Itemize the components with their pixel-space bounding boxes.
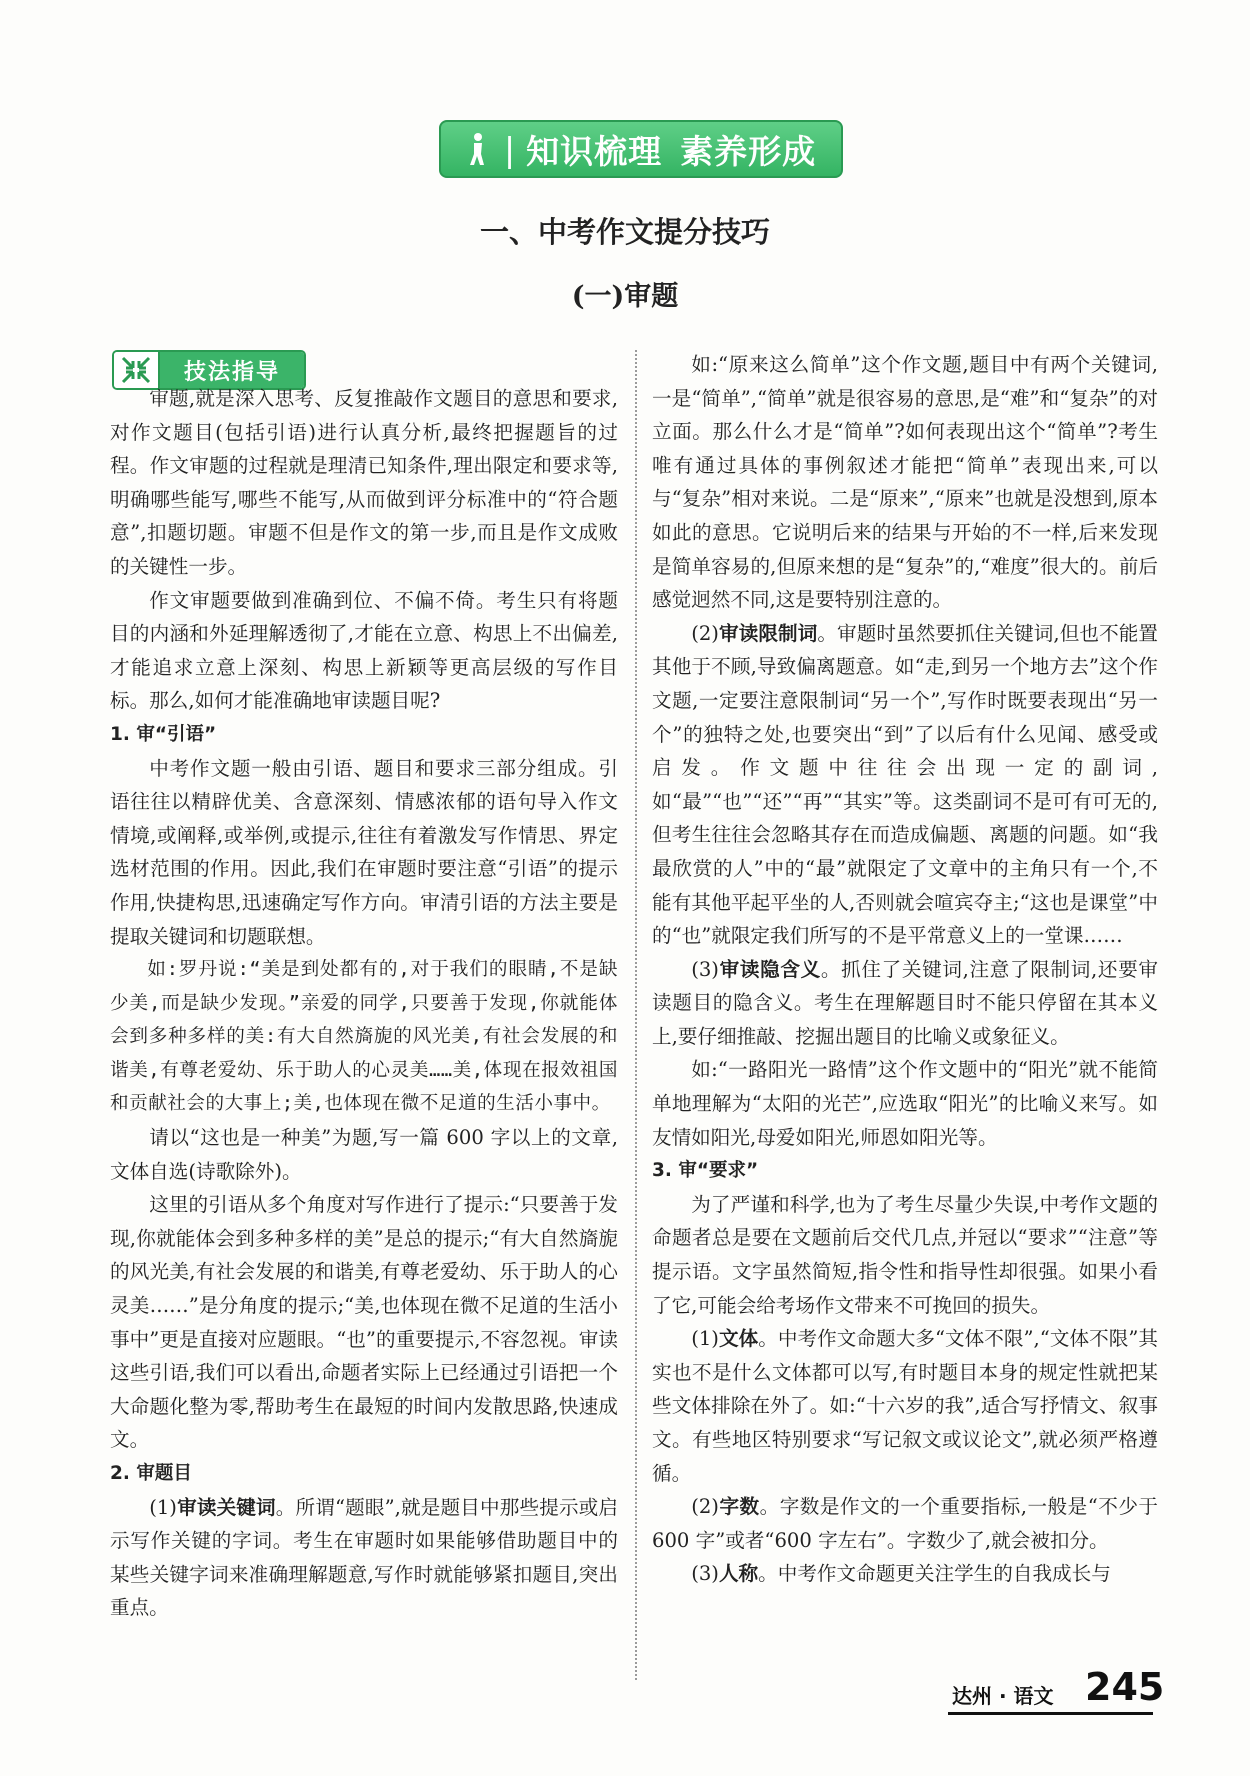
keyword: 审读限制词: [718, 621, 818, 645]
banner-subtitle: 素养形成: [680, 131, 817, 171]
footer-label: 达州 · 语文: [952, 1684, 1054, 1708]
paragraph: 如:“一路阳光一路情”这个作文题中的“阳光”就不能简单地理解为“太阳的光芒”,应选取“阳光”的比喻义来写。如友情如阳光,母爱如阳光,师恩如阳光等。: [652, 1058, 1158, 1149]
item-text: 。抓住了关键词,注意了限制词,还要审读题目的隐含义。考生在理解题目时不能只停留在其本义上,要仔细推敲、挖掘出题目的比喻义或象征义。: [652, 957, 1158, 1048]
section-heading: 3. 审“要求”: [652, 1160, 759, 1182]
keyword: 审读关键词: [176, 1495, 276, 1519]
sub-title: (一)审题: [571, 281, 679, 312]
item-number: (1): [149, 1495, 177, 1519]
paragraph: [652, 953, 1158, 1054]
paragraph: 如:“原来这么简单”这个作文题,题目中有两个关键词,一是“简单”,“简单”就是很容易的意思,是“难”和“复杂”的对立面。那么什么才是“简单”?如何表现出这个“简单”?考生唯有通过具体的事例叙述才能把“简单”表现出来,可以与“复杂”相对来说。二是“原来”,“原来”也就是没想到,原本如此的意思。它说明后来的结果与开始的不一样,后来发现是简单容易的,但原来想的是“复杂”的,“难度”很大的。前后感觉迥然不同,这是要特别注意的。: [652, 353, 1158, 612]
main-title: 一、中考作文提分技巧: [479, 215, 770, 249]
section-heading: 2. 审题目: [110, 1463, 192, 1484]
keyword: 人称: [718, 1562, 759, 1586]
paragraph: 请以“这也是一种美”为题,写一篇 600 字以上的文章,文体自选(诗歌除外)。: [110, 1126, 618, 1183]
section-heading: 1. 审“引语”: [110, 723, 217, 745]
keyword: 文体: [718, 1327, 759, 1351]
paragraph: [652, 1557, 1158, 1591]
item-text: 。中考作文命题更关注学生的自我成长与: [758, 1562, 1111, 1586]
footer-rule: [948, 1712, 1153, 1715]
quote-paragraph: 如:罗丹说:“美是到处都有的,对于我们的眼睛,不是缺少美,而是缺少发现。”亲爱的同学,只要善于发现,你就能体会到多种多样的美:有大自然旖旎的风光美,有社会发展的和谐美,有尊老爱幼、乐于助人的心灵美……美,体现在报效祖国和贡献社会的大事上;美,也体现在微不足道的生活小事中。: [110, 959, 618, 1115]
paragraph: 这里的引语从多个角度对写作进行了提示:“只要善于发现,你就能体会到多种多样的美”是总的提示;“有大自然旖旎的风光美,有社会发展的和谐美,有尊老爱幼、乐于助人的心灵美……”是分角度的提示;“美,也体现在微不足道的生活小事中”更是直接对应题眼。“也”的重要提示,不容忽视。审读这些引语,我们可以看出,命题者实际上已经通过引语把一个大命题化整为零,帮助考生在最短的时间内发散思路,快速成文。: [110, 1193, 618, 1452]
tag-label: 技法指导: [160, 352, 304, 388]
item-text: 。审题时虽然要抓住关键词,但也不能置其他于不顾,导致偏离题意。如“走,到另一个地方去”这个作文题,一定要注意限制词“另一个”,写作时既要表现出“另一个”的独特之处,也要突出“到”了以后有什么见闻、感受或启发。作文题中往往会出现一定的副词,如“最”“也”“还”“再”“其实”等。这类副词不是可有可无的,但考生往往会忽略其存在而造成偏题、离题的问题。如“我最欣赏的人”中的“最”就限定了文章中的主角只有一个,不能有其他平起平坐的人,否则就会喧宾夺主;“这也是课堂”中的“也”就限定我们所写的不是平常意义上的一堂课……: [652, 621, 1159, 948]
paragraph: [652, 617, 1158, 953]
column-divider: [635, 350, 637, 1680]
left-column: [110, 382, 618, 1625]
section-banner: [439, 120, 843, 178]
banner-separator: |: [503, 129, 517, 169]
paragraph: [652, 1490, 1158, 1557]
paragraph: [652, 1322, 1158, 1490]
paragraph: 审题,就是深入思考、反复推敲作文题目的意思和要求,对作文题目(包括引语)进行认真分析,最终把握题旨的过程。作文审题的过程就是理清已知条件,理出限定和要求等,明确哪些能写,哪些不能写,从而做到评分标准中的“符合题意”,扣题切题。审题不但是作文的第一步,而且是作文成败的关键性一步。: [110, 387, 618, 578]
paragraph: 为了严谨和科学,也为了考生尽量少失误,中考作文题的命题者总是要在文题前后交代几点,并冠以“要求”“注意”等提示语。文字虽然简短,指令性和指导性却很强。如果小看了它,可能会给考场作文带来不可挽回的损失。: [652, 1192, 1158, 1317]
keyword: 审读隐含义: [718, 957, 821, 981]
banner-title: 知识梳理: [526, 131, 663, 171]
item-text: 。中考作文命题大多“文体不限”,“文体不限”其实也不是什么文体都可以写,有时题目本身的规定性就把某些文体排除在外了。如:“十六岁的我”,适合写抒情文、叙事文。有些地区特别要求“写记叙文或议论文”,就必须严格遵循。: [652, 1327, 1159, 1485]
person-icon: [466, 132, 488, 166]
item-text: 。字数是作文的一个重要指标,一般是“不少于 600 字”或者“600 字左右”。字数少了,就会被扣分。: [652, 1495, 1159, 1552]
paragraph: [110, 1491, 618, 1625]
item-number: (1): [691, 1327, 719, 1351]
item-number: (3): [691, 1562, 719, 1586]
right-column: [652, 348, 1158, 1591]
item-number: (2): [691, 621, 719, 645]
paragraph: 作文审题要做到准确到位、不偏不倚。考生只有将题目的内涵和外延理解透彻了,才能在立意、构思上不出偏差,才能追求立意上深刻、构思上新颖等更高层级的写作目标。那么,如何才能准确地审读题目呢?: [110, 588, 618, 713]
paragraph: 中考作文题一般由引语、题目和要求三部分组成。引语往往以精辟优美、含意深刻、情感浓郁的语句导入作文情境,或阐释,或举例,或提示,往往有着激发写作情思、界定选材范围的作用。因此,我们在审题时要注意“引语”的提示作用,快捷构思,迅速确定写作方向。审清引语的方法主要是提取关键词和切题联想。: [110, 756, 618, 948]
item-number: (2): [691, 1495, 719, 1519]
item-text: 。所谓“题眼”,就是题目中那些提示或启示写作关键的字词。考生在审题时如果能够借助题目中的某些关键字词来准确理解题意,写作时就能够紧扣题目,突出重点。: [110, 1495, 619, 1620]
page-number: 245: [1085, 1665, 1165, 1709]
item-number: (3): [691, 957, 719, 981]
keyword: 字数: [718, 1495, 760, 1519]
